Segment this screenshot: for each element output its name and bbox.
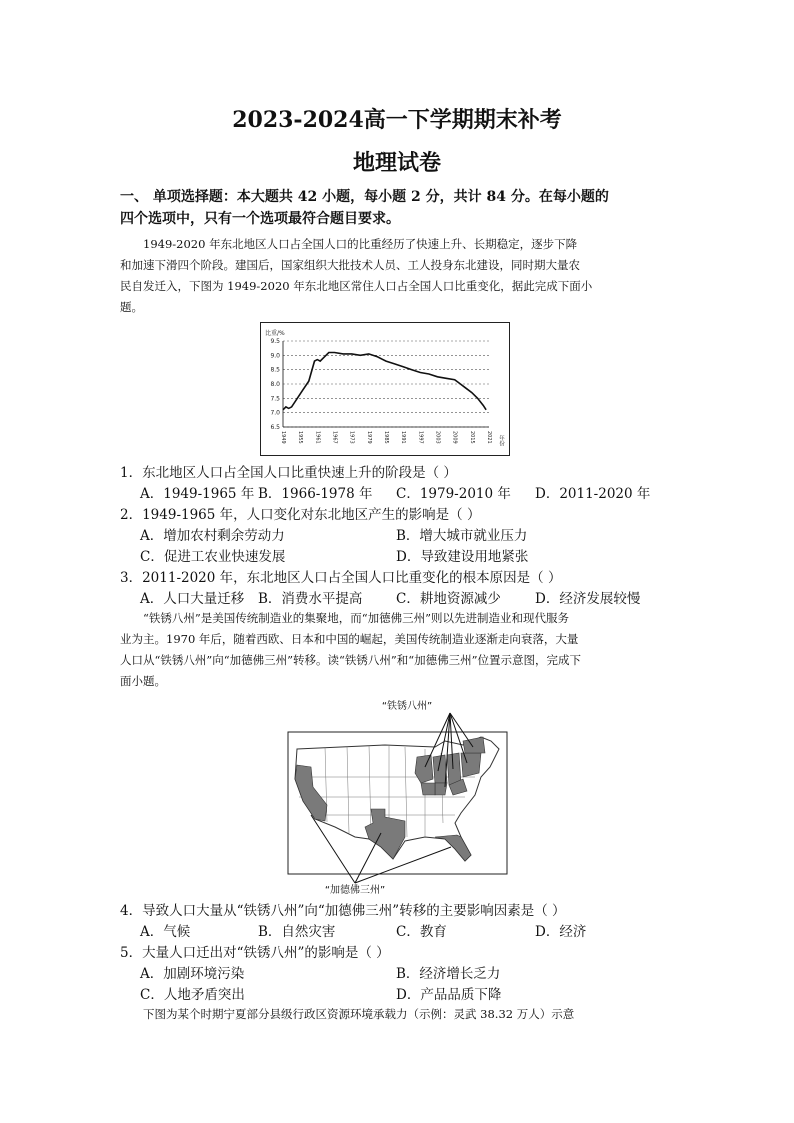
chart-x-tick-label: 1949 [280,431,286,444]
exam-subtitle: 地理试卷 [352,150,441,176]
passage-3 [120,1004,680,1025]
chart-y-tick-label: 7.5 [270,395,280,403]
q1-option-a[interactable]: A．1949-1965 年 [140,486,255,502]
chart-x-tick-label: 2003 [434,431,441,444]
section-heading [120,186,680,230]
q2-option-b[interactable]: B．增大城市就业压力 [396,528,528,544]
passage-1 [120,234,680,318]
question-1-stem: 1．东北地区人口占全国人口比重快速上升的阶段是（ ） [120,465,457,481]
passage-2 [120,608,680,692]
q3-option-a[interactable]: A．人口大量迁移 [140,591,245,607]
passage-2-line: “铁锈八州”是美国传统制造业的集聚地，而“加德佛三州”则以先进制造业和现代服务 [143,611,570,625]
population-ratio-chart [260,322,510,456]
chart-x-tick-label: 1997 [417,431,424,444]
chart-x-axis-label: 年份 [498,435,504,446]
rust-belt-state [421,783,435,795]
chart-y-tick-label: 8.0 [270,381,280,388]
chart-x-tick-label: 1985 [383,431,389,444]
q5-option-c[interactable]: C．人地矛盾突出 [140,987,245,1003]
rust-belt-state [461,753,481,777]
q5-option-a[interactable]: A．加剧环境污染 [140,966,245,982]
rust-belt-state [447,753,461,785]
exam-title: 2023-2024高一下学期期末补考 [232,107,562,133]
passage-1-line: 和加速下滑四个阶段。建国后，国家组织大批技术人员、工人投身东北建设，同时期大量农 [120,258,580,272]
chart-x-tick-label: 1979 [365,431,372,444]
q4-option-b[interactable]: B．自然灾害 [258,924,336,940]
q4-option-d[interactable]: D．经济 [535,924,587,940]
chart-svg [261,323,509,455]
passage-2-line: 业为主。1970 年后，随着西欧、日本和中国的崛起，美国传统制造业逐渐走向衰落，大量 [120,632,579,646]
question-4-stem: 4．导致人口大量从“铁锈八州”向“加德佛三州”转移的主要影响因素是（ ） [120,903,566,919]
q5-option-d[interactable]: D．产品品质下降 [396,987,502,1003]
question-5-stem: 5．大量人口迁出对“铁锈八州”的影响是（ ） [120,945,390,961]
chart-x-tick-label: 1973 [348,431,355,444]
q4-option-a[interactable]: A．气候 [140,924,191,940]
passage-2-line: 面小题。 [120,674,166,688]
chart-x-tick-label: 2009 [451,431,458,444]
q3-option-c[interactable]: C．耕地资源减少 [396,591,501,607]
passage-1-line: 题。 [120,300,143,314]
q3-option-b[interactable]: B．消费水平提高 [258,591,363,607]
q2-option-c[interactable]: C．促进工农业快速发展 [140,549,286,565]
chart-y-axis-label: 比重/% [265,330,285,337]
question-3-stem: 3．2011-2020 年，东北地区人口占全国人口比重变化的根本原因是（ ） [120,570,562,586]
section-heading-line1: 一、 单项选择题：本大题共 42 小题，每小题 2 分，共计 84 分。在每小题的 [120,189,609,205]
q2-option-d[interactable]: D．导致建设用地紧张 [396,549,529,565]
sun-belt-label: “加德佛三州” [324,885,386,896]
chart-y-tick-label: 6.5 [270,424,280,431]
us-map-svg [285,697,510,897]
q1-option-d[interactable]: D．2011-2020 年 [535,486,651,502]
q3-option-d[interactable]: D．经济发展较慢 [535,591,641,607]
passage-2-line: 人口从“铁锈八州”向“加德佛三州”转移。读“铁锈八州”和“加德佛三州”位置示意图，完成下 [120,653,582,667]
chart-y-tick-label: 8.5 [270,366,280,374]
chart-x-tick-label: 1967 [331,431,338,444]
chart-series-line [283,353,486,410]
q1-option-b[interactable]: B．1966-1978 年 [258,486,373,502]
chart-y-tick-label: 9.0 [270,352,280,360]
chart-x-tick-label: 2015 [468,431,475,444]
chart-y-tick-label: 9.5 [270,338,280,345]
q2-option-a[interactable]: A．增加农村剩余劳动力 [140,528,285,544]
q5-option-b[interactable]: B．经济增长乏力 [396,966,501,982]
question-2-stem: 2．1949-1965 年，人口变化对东北地区产生的影响是（ ） [120,507,481,523]
passage-1-line: 民自发迁入，下图为 1949-2020 年东北地区常住人口占全国人口比重变化，据此完成下面小 [120,279,593,293]
rust-belt-label: “铁锈八州” [381,701,433,712]
chart-x-tick-label: 1991 [400,431,407,444]
section-heading-line2: 四个选项中，只有一个选项最符合题目要求。 [120,211,400,227]
chart-x-tick-label: 1955 [297,431,304,444]
q4-option-c[interactable]: C．教育 [396,924,447,940]
passage-3-line: 下图为某个时期宁夏部分县级行政区资源环境承载力（示例：灵武 38.32 万人）示意 [143,1007,575,1021]
chart-y-tick-label: 7.0 [270,409,280,417]
chart-x-tick-label: 2021 [486,431,492,444]
us-map-figure [285,697,510,897]
passage-1-line: 1949-2020 年东北地区人口占全国人口的比重经历了快速上升、长期稳定，逐步下降 [143,237,578,251]
q1-option-c[interactable]: C．1979-2010 年 [396,486,511,502]
chart-x-tick-label: 1961 [314,431,321,444]
